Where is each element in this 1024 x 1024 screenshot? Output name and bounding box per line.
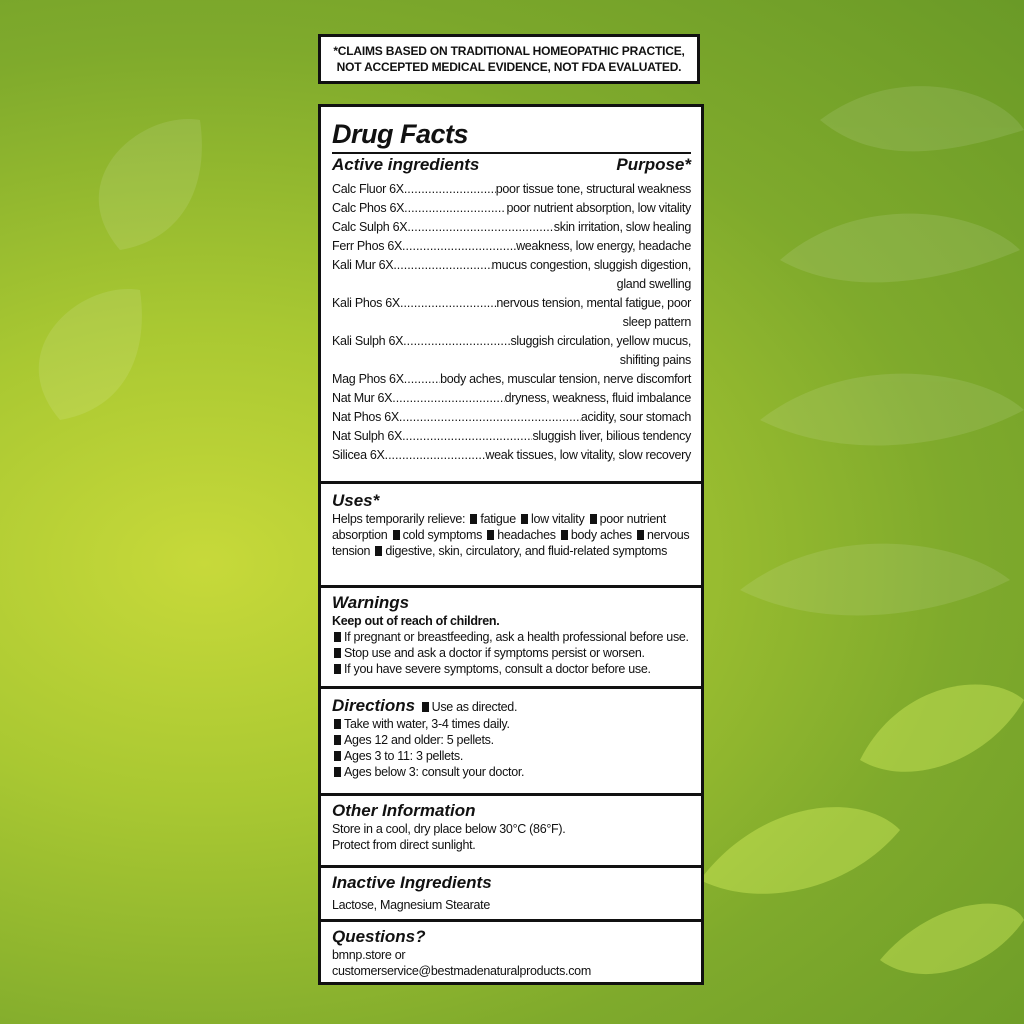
- drug-facts-title: Drug Facts: [332, 119, 469, 149]
- divider: [321, 865, 701, 868]
- ingredient-purpose: body aches, muscular tension, nerve discomfort: [440, 372, 691, 386]
- bullet-icon: [334, 664, 341, 674]
- divider: [321, 481, 701, 484]
- ingredient-row: [332, 389, 691, 408]
- uses-item: digestive, skin, circulatory, and fluid-related symptoms: [385, 544, 668, 558]
- warning-item: If pregnant or breastfeeding, ask a health professional before use.: [332, 629, 691, 645]
- uses-text: [332, 511, 691, 559]
- ingredient-row: [332, 427, 691, 446]
- uses-item: body aches: [570, 528, 632, 542]
- directions-title: Directions: [332, 696, 416, 715]
- ingredient-row: [332, 180, 691, 199]
- bullet-icon: [561, 530, 568, 540]
- ingredient-purpose: mucus congestion, sluggish digestion,: [491, 258, 691, 272]
- divider: [321, 919, 701, 922]
- questions-email: customerservice@bestmadenaturalproducts.com: [332, 964, 591, 978]
- ingredient-name: Calc Sulph 6X: [332, 220, 408, 234]
- ingredient-purpose: nervous tension, mental fatigue, poor: [496, 296, 691, 310]
- claims-line-1: *CLAIMS BASED ON TRADITIONAL HOMEOPATHIC PRACTICE,: [333, 44, 685, 58]
- ingredient-purpose: poor nutrient absorption, low vitality: [506, 201, 691, 215]
- other-information-title: Other Information: [332, 801, 476, 820]
- divider: [321, 793, 701, 796]
- questions-line: bmnp.store or: [332, 948, 406, 962]
- ingredient-row: [332, 370, 691, 389]
- ingredient-row: [332, 256, 691, 275]
- bullet-icon: [334, 632, 341, 642]
- ingredient-purpose: weak tissues, low vitality, slow recovery: [485, 448, 691, 462]
- warning-item: If you have severe symptoms, consult a doctor before use.: [332, 661, 691, 677]
- ingredient-purpose: poor tissue tone, structural weakness: [495, 182, 691, 196]
- ingredient-purpose-continued: sleep pattern: [622, 315, 691, 329]
- warnings-title: Warnings: [332, 593, 410, 612]
- ingredient-name: Kali Sulph 6X: [332, 334, 404, 348]
- purpose-heading: Purpose*: [616, 155, 691, 174]
- bullet-icon: [590, 514, 597, 524]
- uses-intro: Helps temporarily relieve:: [332, 512, 466, 526]
- bullet-icon: [375, 546, 382, 556]
- questions-section: [321, 927, 701, 979]
- active-ingredients-heading: Active ingredients: [332, 155, 480, 174]
- ingredient-name: Silicea 6X: [332, 448, 385, 462]
- direction-item: Ages below 3: consult your doctor.: [332, 764, 691, 780]
- uses-item: poor nutrient absorption: [332, 512, 666, 542]
- directions-header: [332, 696, 691, 716]
- questions-title: Questions?: [332, 927, 426, 946]
- ingredient-row: [332, 294, 691, 313]
- ingredient-row: [332, 332, 691, 351]
- bullet-icon: [487, 530, 494, 540]
- divider: [321, 686, 701, 689]
- uses-item: nervous tension: [332, 528, 690, 558]
- bullet-icon: [637, 530, 644, 540]
- inactive-ingredients-text: Lactose, Magnesium Stearate: [332, 898, 490, 912]
- ingredient-purpose: sluggish liver, bilious tendency: [532, 429, 691, 443]
- ingredient-name: Mag Phos 6X: [332, 372, 404, 386]
- direction-item: Ages 3 to 11: 3 pellets.: [332, 748, 691, 764]
- keep-out-of-reach: Keep out of reach of children.: [332, 614, 500, 628]
- ingredient-purpose: dryness, weakness, fluid imbalance: [504, 391, 691, 405]
- ingredient-name: Kali Phos 6X: [332, 296, 400, 310]
- ingredient-name: Kali Mur 6X: [332, 258, 394, 272]
- ingredient-name: Nat Mur 6X: [332, 391, 393, 405]
- ingredient-name: Calc Phos 6X: [332, 201, 405, 215]
- ingredient-name: Ferr Phos 6X: [332, 239, 403, 253]
- claims-line-2: NOT ACCEPTED MEDICAL EVIDENCE, NOT FDA EVALUATED.: [336, 60, 682, 74]
- warnings-section: [321, 593, 701, 677]
- uses-section: [321, 491, 701, 559]
- directions-section: [321, 696, 701, 780]
- inactive-ingredients-title: Inactive Ingredients: [332, 873, 492, 892]
- bullet-icon: [470, 514, 477, 524]
- active-ingredients-header: [332, 152, 691, 175]
- other-information-line: Store in a cool, dry place below 30°C (86°F).: [332, 822, 566, 836]
- drug-facts-panel: [318, 104, 704, 985]
- bullet-icon: [334, 735, 341, 745]
- ingredient-row: [332, 199, 691, 218]
- warning-item: Stop use and ask a doctor if symptoms persist or worsen.: [332, 645, 691, 661]
- active-ingredients-section: [321, 119, 701, 465]
- ingredient-row: [332, 237, 691, 256]
- bullet-icon: [422, 702, 429, 712]
- uses-item: headaches: [497, 528, 556, 542]
- inactive-ingredients-section: [321, 873, 701, 913]
- ingredient-purpose-continued: shifiting pains: [619, 353, 691, 367]
- bullet-icon: [334, 751, 341, 761]
- ingredient-purpose: sluggish circulation, yellow mucus,: [510, 334, 691, 348]
- direction-item: Take with water, 3-4 times daily.: [332, 716, 691, 732]
- other-information-section: [321, 801, 701, 853]
- ingredient-row: [332, 446, 691, 465]
- ingredient-purpose: weakness, low energy, headache: [516, 239, 691, 253]
- bullet-icon: [334, 767, 341, 777]
- bullet-icon: [334, 719, 341, 729]
- ingredient-purpose: skin irritation, slow healing: [553, 220, 691, 234]
- uses-item: low vitality: [531, 512, 585, 526]
- ingredient-name: Nat Phos 6X: [332, 410, 399, 424]
- ingredient-purpose-continued: gland swelling: [616, 277, 691, 291]
- other-information-line: Protect from direct sunlight.: [332, 838, 476, 852]
- uses-item: fatigue: [480, 512, 516, 526]
- ingredient-name: Nat Sulph 6X: [332, 429, 403, 443]
- ingredient-row: [332, 408, 691, 427]
- ingredients-list: [332, 180, 691, 465]
- bullet-icon: [393, 530, 400, 540]
- directions-first: Use as directed.: [420, 700, 518, 714]
- claims-disclaimer: [318, 34, 700, 84]
- direction-item: Ages 12 and older: 5 pellets.: [332, 732, 691, 748]
- uses-title: Uses*: [332, 491, 380, 510]
- divider: [321, 585, 701, 588]
- ingredient-name: Calc Fluor 6X: [332, 182, 404, 196]
- ingredient-purpose: acidity, sour stomach: [580, 410, 691, 424]
- uses-item: cold symptoms: [402, 528, 483, 542]
- bullet-icon: [334, 648, 341, 658]
- ingredient-row: [332, 218, 691, 237]
- bullet-icon: [521, 514, 528, 524]
